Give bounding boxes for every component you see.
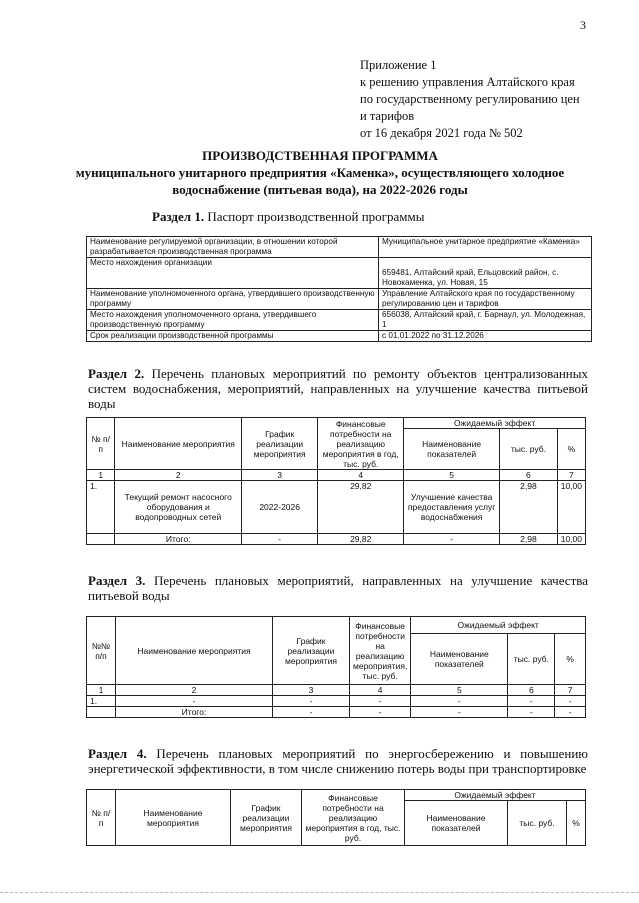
row-name: Текущий ремонт насосного оборудования и водопроводных сетей bbox=[115, 481, 242, 534]
header-num: № п/п bbox=[87, 790, 116, 846]
title-line: водоснабжение (питьевая вода), на 2022-2026 годы bbox=[172, 182, 468, 197]
col-number: 4 bbox=[318, 470, 404, 481]
passport-value: 659481, Алтайский край, Ельцовский район, с. Новокаменка, ул. Новая, 15 bbox=[379, 258, 592, 289]
passport-name: Срок реализации производственной программы bbox=[87, 331, 379, 342]
appendix-line: по государственному регулированию цен bbox=[360, 92, 580, 106]
passport-value: с 01.01.2022 по 31.12.2026 bbox=[379, 331, 592, 342]
header-pct: % bbox=[555, 634, 586, 685]
section-label: Раздел 1. bbox=[152, 209, 205, 224]
table-row bbox=[87, 289, 592, 310]
col-number: 6 bbox=[508, 685, 555, 696]
table-row bbox=[87, 310, 592, 331]
table-4 bbox=[86, 789, 586, 846]
row-finance: 29,82 bbox=[318, 481, 404, 534]
appendix-header bbox=[360, 57, 580, 142]
passport-value: Управление Алтайского края по государственному регулированию цен и тарифов bbox=[379, 289, 592, 310]
row-pct: 10,00 bbox=[557, 481, 585, 534]
header-finance: Финансовые потребности на реализацию мероприятия в год, тыс. руб. bbox=[302, 790, 405, 846]
header-indicator: Наименование показателей bbox=[405, 801, 508, 846]
header-effect: Ожидаемый эффект bbox=[405, 790, 586, 801]
row-schedule: - bbox=[273, 696, 350, 707]
total-empty bbox=[87, 707, 116, 718]
col-number: 6 bbox=[500, 470, 558, 481]
header-indicator: Наименование показателей bbox=[404, 429, 500, 470]
header-num: № п/п bbox=[87, 418, 115, 470]
header-name: Наименование мероприятия bbox=[116, 617, 273, 685]
table-row bbox=[87, 696, 586, 707]
col-number: 7 bbox=[557, 470, 585, 481]
row-rub: - bbox=[508, 696, 555, 707]
header-effect: Ожидаемый эффект bbox=[411, 617, 586, 634]
header-rub: тыс. руб. bbox=[508, 801, 567, 846]
page-number: 3 bbox=[580, 18, 586, 32]
row-num: 1. bbox=[87, 696, 116, 707]
passport-value: 656038, Алтайский край, г. Барнаул, ул. Молодежная, 1 bbox=[379, 310, 592, 331]
row-indicator: Улучшение качества предоставления услуг водоснабжения bbox=[404, 481, 500, 534]
header-name: Наименование мероприятия bbox=[115, 418, 242, 470]
total-row bbox=[87, 534, 586, 545]
header-pct: % bbox=[557, 429, 585, 470]
total-indicator: - bbox=[404, 534, 500, 545]
header-row bbox=[87, 418, 586, 429]
total-pct: - bbox=[555, 707, 586, 718]
col-number: 3 bbox=[273, 685, 350, 696]
total-pct: 10,00 bbox=[557, 534, 585, 545]
header-rub: тыс. руб. bbox=[508, 634, 555, 685]
total-rub: - bbox=[508, 707, 555, 718]
passport-name: Наименование регулируемой организации, в отношении которой разрабатывается производственная программа bbox=[87, 237, 379, 258]
row-pct: - bbox=[555, 696, 586, 707]
table-2 bbox=[86, 417, 586, 545]
col-number: 1 bbox=[87, 470, 115, 481]
total-label: Итого: bbox=[115, 534, 242, 545]
passport-name: Место нахождения организации bbox=[87, 258, 379, 289]
total-rub: 2,98 bbox=[500, 534, 558, 545]
table-row bbox=[87, 237, 592, 258]
title-line: ПРОИЗВОДСТВЕННАЯ ПРОГРАММА bbox=[202, 148, 438, 163]
page-edge-divider bbox=[0, 892, 639, 895]
total-row bbox=[87, 707, 586, 718]
row-num: 1. bbox=[87, 481, 115, 534]
section-1-heading bbox=[152, 209, 424, 224]
header-finance: Финансовые потребности на реализацию мероприятия, тыс. руб. bbox=[350, 617, 411, 685]
document-title bbox=[40, 147, 600, 198]
section-text: Паспорт производственной программы bbox=[204, 209, 425, 224]
total-label: Итого: bbox=[116, 707, 273, 718]
column-numbers-row bbox=[87, 685, 586, 696]
header-pct: % bbox=[567, 801, 586, 846]
table-row bbox=[87, 331, 592, 342]
col-number: 2 bbox=[115, 470, 242, 481]
header-schedule: График реализации мероприятия bbox=[242, 418, 318, 470]
section-text: Перечень плановых мероприятий по энергосбережению и повышению энергетической эффективности, в том числе снижению потерь воды при транспортировке bbox=[88, 746, 588, 776]
table-row bbox=[87, 258, 592, 289]
header-num: №№ п/п bbox=[87, 617, 116, 685]
row-rub: 2,98 bbox=[500, 481, 558, 534]
header-name: Наименование мероприятия bbox=[116, 790, 231, 846]
title-line: муниципального унитарного предприятия «Каменка», осуществляющего холодное bbox=[75, 165, 565, 180]
col-number: 2 bbox=[116, 685, 273, 696]
header-rub: тыс. руб. bbox=[500, 429, 558, 470]
passport-table bbox=[86, 236, 592, 342]
table-row bbox=[87, 481, 586, 534]
passport-value: Муниципальное унитарное предприятие «Каменка» bbox=[379, 237, 592, 258]
column-numbers-row bbox=[87, 470, 586, 481]
row-name: - bbox=[116, 696, 273, 707]
total-indicator: - bbox=[411, 707, 508, 718]
appendix-line: от 16 декабря 2021 года № 502 bbox=[360, 126, 523, 140]
header-schedule: График реализации мероприятия bbox=[231, 790, 302, 846]
table-3 bbox=[86, 616, 586, 718]
appendix-line: Приложение 1 bbox=[360, 58, 437, 72]
passport-name: Место нахождения уполномоченного органа, утвердившего производственную программу bbox=[87, 310, 379, 331]
appendix-line: к решению управления Алтайского края bbox=[360, 75, 575, 89]
section-label: Раздел 4. bbox=[88, 746, 147, 761]
total-finance: 29,82 bbox=[318, 534, 404, 545]
col-number: 1 bbox=[87, 685, 116, 696]
section-2-heading bbox=[88, 366, 588, 411]
passport-name: Наименование уполномоченного органа, утвердившего производственную программу bbox=[87, 289, 379, 310]
row-finance: - bbox=[350, 696, 411, 707]
header-finance: Финансовые потребности на реализацию мероприятия в год, тыс. руб. bbox=[318, 418, 404, 470]
section-4-heading bbox=[88, 746, 588, 776]
col-number: 5 bbox=[404, 470, 500, 481]
section-3-heading bbox=[88, 573, 588, 603]
appendix-line: и тарифов bbox=[360, 109, 415, 123]
col-number: 5 bbox=[411, 685, 508, 696]
total-empty bbox=[87, 534, 115, 545]
section-text: Перечень плановых мероприятий, направленных на улучшение качества питьевой воды bbox=[88, 573, 588, 603]
row-schedule: 2022-2026 bbox=[242, 481, 318, 534]
col-number: 4 bbox=[350, 685, 411, 696]
section-label: Раздел 3. bbox=[88, 573, 146, 588]
total-schedule: - bbox=[242, 534, 318, 545]
col-number: 3 bbox=[242, 470, 318, 481]
header-indicator: Наименование показателей bbox=[411, 634, 508, 685]
header-schedule: График реализации мероприятия bbox=[273, 617, 350, 685]
section-label: Раздел 2. bbox=[88, 366, 145, 381]
header-row bbox=[87, 790, 586, 801]
header-effect: Ожидаемый эффект bbox=[404, 418, 586, 429]
total-schedule: - bbox=[273, 707, 350, 718]
header-row bbox=[87, 617, 586, 634]
section-text: Перечень плановых мероприятий по ремонту объектов централизованных систем водоснабжения, мероприятий, направленных на улучшение качества питьевой воды bbox=[88, 366, 588, 411]
col-number: 7 bbox=[555, 685, 586, 696]
row-indicator: - bbox=[411, 696, 508, 707]
total-finance: - bbox=[350, 707, 411, 718]
